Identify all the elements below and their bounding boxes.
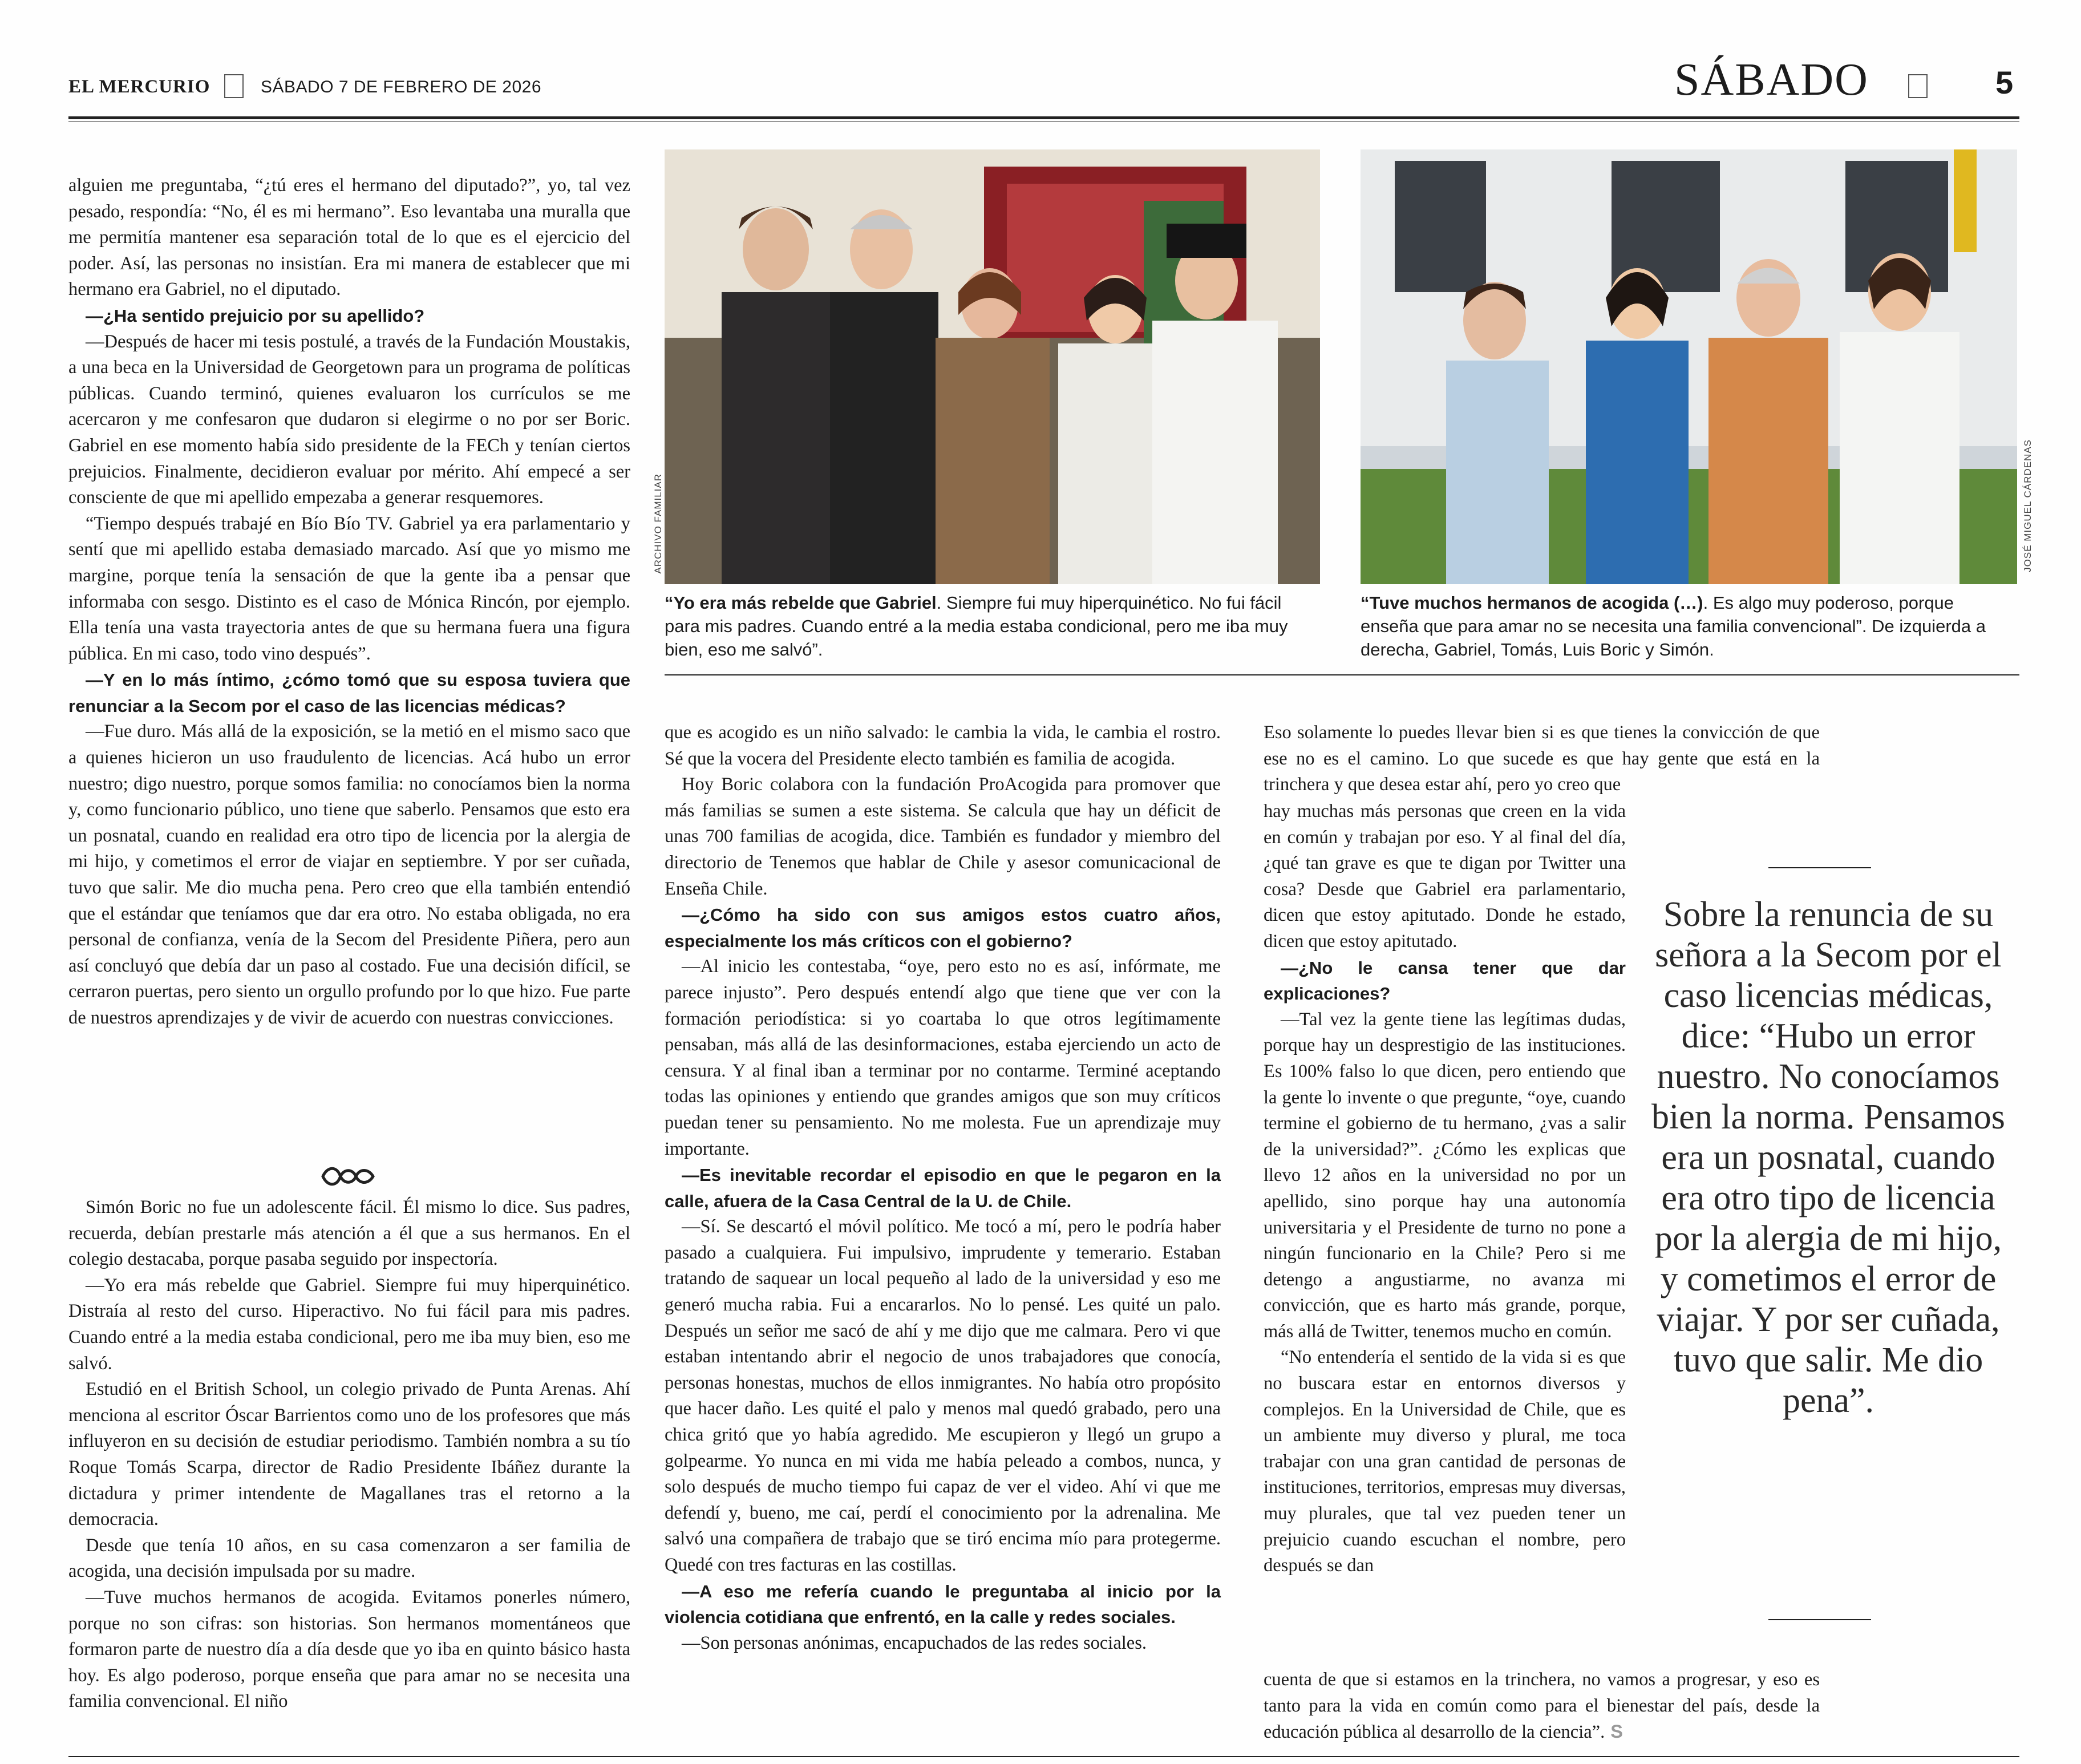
- interview-question: —¿No le cansa tener que dar explicaciones?: [1264, 957, 1626, 1004]
- footer-rule: [68, 1756, 2019, 1757]
- body-paragraph: Eso solamente lo puedes llevar bien si es que tienes la convicción de que ese no es el camino. Lo que sucede es que hay gente que está en la trinchera y que desea estar ahí, pero yo creo que: [1264, 722, 1820, 795]
- body-paragraph: “Tiempo después trabajé en Bío Bío TV. Gabriel ya era parlamentario y sentí que mi apellido estaba demasiado marcado. Así que yo mismo me margine, porque tenía la sensación de que la gente iba a pensar que informaba con sesgo. Distinto es el caso de Mónica Rincón, por ejemplo. Ella tenía una vasta trayectoria antes de que su hermana fuera una figura pública. En mi caso, todo vino después”.: [68, 513, 630, 664]
- article-end-mark: S: [1610, 1721, 1623, 1742]
- caption-lead: “Yo era más rebelde que Gabriel: [665, 593, 937, 613]
- article-column-1-continued: [68, 1195, 630, 1715]
- interview-question: —Y en lo más íntimo, ¿cómo tomó que su esposa tuviera que renunciar a la Secom por el caso de las licencias médicas?: [68, 670, 630, 716]
- body-paragraph: alguien me preguntaba, “¿tú eres el hermano del diputado?”, yo, tal vez pesado, respondía: “No, él es mi hermano”. Eso levantaba una muralla que me permitía mantener esa separación total de lo que es el ejercicio del poder. Así, las personas no insistían. Era mi manera de establecer que mi hermano era Gabriel, no el diputado.: [68, 175, 630, 300]
- body-paragraph: —Después de hacer mi tesis postulé, a través de la Fundación Moustakis, a una beca en la Universidad de Georgetown para un programa de políticas públicas. Cuando terminó, quienes evaluaron los currículos se me acercaron y me confesaron que dudaron si elegirme o no por ser Boric. Gabriel en ese momento había sido presidente de la FECh y tenían ciertos prejuicios. Finalmente, decidieron evaluar por mérito. Ahí empecé a ser consciente de que mi apellido empezaba a generar resquemores.: [68, 331, 630, 508]
- pullquote-rule-bottom: [1768, 1619, 1871, 1620]
- body-paragraph: Desde que tenía 10 años, en su casa comenzaron a ser familia de acogida, una decisión impulsada por su madre.: [68, 1535, 630, 1582]
- interview-question: —¿Cómo ha sido con sus amigos estos cuatro años, especialmente los más críticos con el gobierno?: [665, 905, 1221, 951]
- caption-text: . Siempre fui muy hiperquinético. No fui fácil para mis padres. Cuando entré a la media estaba condicional, pero me iba muy bien, eso me salvó”.: [665, 593, 1288, 660]
- family-photo-outdoor: [1361, 149, 2017, 584]
- body-paragraph: Estudió en el British School, un colegio privado de Punta Arenas. Ahí menciona al escritor Óscar Barrientos como uno de los profesores que más influyeron en su decisión de estudiar periodismo. También nombra a su tío Roque Tomás Scarpa, director de Radio Presidente Ibáñez durante la dictadura y primer intendente de Magallanes tras el retorno a la democracia.: [68, 1379, 630, 1530]
- header-rule: [68, 116, 2019, 119]
- section-name: SÁBADO: [1674, 55, 1869, 105]
- interview-question: —A eso me refería cuando le preguntaba al inicio por la violencia cotidiana que enfrentó, en la calle y redes sociales.: [665, 1581, 1221, 1628]
- header-box-icon: [224, 74, 244, 98]
- caption-text: . Es algo muy poderoso, porque enseña que para amar no se necesita una familia convencional”. De izquierda a derecha, Gabriel, Tomás, Luis Boric y Simón.: [1361, 593, 1986, 660]
- body-paragraph: —Tal vez la gente tiene las legítimas dudas, porque hay un desprestigio de las instituciones. Es 100% falso lo que dicen, pero entiendo que la gente lo invente o que pregunte, “oye, cuando termine el gobierno de tu hermano, ¿vas a salir de la universidad?”. ¿Cómo les explicas que llevo 12 años en la universidad no por un apellido, sino porque hay una autonomía universitaria y el Presidente de turno no pone a ningún funcionario en la Chile? Pero si me detengo a angustiarme, no avanza mi convicción, que es harto más grande, porque, más allá de Twitter, tenemos mucho en común.: [1264, 1009, 1626, 1342]
- pull-quote: Sobre la renuncia de su señora a la Secom por el caso licencias médicas, dice: “Hubo un error nuestro. No conocíamos bien la norma. Pensamos era un posnatal, cuando era otro tipo de licencia por la alergia de mi hijo, y cometimos el error de viajar. Y por ser cuñada, tuvo que salir. Me dio pena”.: [1651, 895, 2005, 1420]
- body-paragraph: —Tuve muchos hermanos de acogida. Evitamos ponerles número, porque no son cifras: son historias. Son hermanos momentáneos que formaron parte de nuestro día a día desde que yo iba en quinto básico hasta hoy. Es algo poderoso, porque enseña que para amar no se necesita una familia convencional. El niño: [68, 1587, 630, 1712]
- body-paragraph: —Son personas anónimas, encapuchados de las redes sociales.: [682, 1632, 1147, 1653]
- section-ornament-icon: [319, 1164, 376, 1189]
- body-paragraph: cuenta de que si estamos en la trinchera, no vamos a progresar, y eso es tanto para la vida en común como para el bienestar del país, desde la educación pública al desarrollo de la ciencia”.: [1264, 1669, 1820, 1743]
- photo-credit: JOSÉ MIGUEL CÁRDENAS: [2022, 439, 2033, 572]
- body-paragraph: —Al inicio les contestaba, “oye, pero esto no es así, infórmate, me parece injusto”. Pero después entendí algo que tiene que ver con la formación periodística: si yo coartaba lo que otros legítimamente pensaban, más allá de las desinformaciones, estaba ejerciendo un acto de censura. Y al final iban a terminar por no contarme. Terminé aceptando todas las opiniones y entiendo que grandes amigos que son muy críticos puedan tener su pensamiento. No me molesta. Fue un aprendizaje muy importante.: [665, 956, 1221, 1159]
- page-number: 5: [1995, 64, 2014, 100]
- interview-question: —¿Ha sentido prejuicio por su apellido?: [86, 305, 425, 326]
- body-paragraph: Hoy Boric colabora con la fundación ProAcogida para promover que más familias se sumen a este sistema. Se calcula que hay un déficit de unas 700 familias de acogida, dice. También es fundador y miembro del directorio de Tenemos que hablar de Chile y asesor comunicacional de Enseña Chile.: [665, 774, 1221, 899]
- caption-lead: “Tuve muchos hermanos de acogida (…): [1361, 593, 1703, 613]
- body-paragraph: que es acogido es un niño salvado: le cambia la vida, le cambia el rostro. Sé que la vocera del Presidente electo también es familia de acogida.: [665, 722, 1221, 769]
- photo-caption: [1361, 591, 2017, 661]
- article-column-1: [68, 173, 630, 1031]
- photo-credit: ARCHIVO FAMILIAR: [653, 474, 663, 574]
- photo-caption-rule: [665, 674, 2019, 675]
- article-column-3: [1264, 720, 1820, 798]
- masthead-logo: EL MERCURIO: [68, 76, 210, 97]
- header-box-icon: [1908, 74, 1928, 98]
- body-paragraph: “No entendería el sentido de la vida si es que no buscara estar en entornos diversos y complejos. En la Universidad de Chile, que es un ambiente muy diverso y plural, me toca trabajar con una gran cantidad de personas de instituciones, territorios, empresas muy diversas, muy plurales, que tal vez pueden tener un prejuicio cuando escuchan el nombre, pero después se dan: [1264, 1347, 1626, 1576]
- family-photo-indoor: [665, 149, 1320, 584]
- interview-question: —Es inevitable recordar el episodio en que le pegaron en la calle, afuera de la Casa Central de la U. de Chile.: [665, 1165, 1221, 1211]
- body-paragraph: —Yo era más rebelde que Gabriel. Siempre fui muy hiperquinético. Distraía al resto del curso. Hiperactivo. No fui fácil para mis padres. Cuando entré a la media estaba condicional, pero me iba muy bien, eso me salvó.: [68, 1275, 630, 1374]
- pullquote-rule-top: [1768, 867, 1871, 868]
- masthead-date: SÁBADO 7 DE FEBRERO DE 2026: [261, 78, 542, 96]
- body-paragraph: —Sí. Se descartó el móvil político. Me tocó a mí, pero le podría haber pasado a cualquiera. Fui impulsivo, imprudente y temerario. Estaban tratando de saquear un local pequeño al lado de la universidad y eso me generó mucha rabia. Fui a encararlos. No lo pensé. Les quité un palo. Después un señor me sacó de ahí y me dijo que me calmara. Pero vi que estaban intentando abrir el negocio de unos trabajadores que conocía, personas honestas, muchos de ellos inmigrantes. No había otro propósito que hacer daño. Les quité el palo y menos mal quedó grabado, pero una chica gritó que yo había agredido. Me escupieron y llegó un grupo a golpearme. Yo nunca en mi vida me había peleado a combos, nunca, y solo después de mucho tiempo fui capaz de ver el video. Ahí vi que me defendí y, bueno, me caí, perdí el conocimiento por la adrenalina. Me salvó una compañera de trabajo que se tiró encima mío para protegerme. Quedé con tres facturas en las costillas.: [665, 1216, 1221, 1575]
- article-column-3-end: [1264, 1667, 1820, 1746]
- article-column-2: [665, 720, 1221, 1656]
- photo-caption: [665, 591, 1321, 661]
- body-paragraph: —Fue duro. Más allá de la exposición, se la metió en el mismo saco que a quienes hicieron un uso fraudulento de licencias. Acá hubo un error nuestro; digo nuestro, porque somos familia: no conocíamos bien la norma y, como funcionario público, uno tiene que saberlo. Pensamos que esto era un posnatal, cuando en realidad era otro tipo de licencia por la alergia de mi hijo, y cometimos el error de viajar en septiembre. Y por ser cuñada, tuvo que salir. Me dio mucha pena. Pero creo que ella también entendió que el estándar que teníamos que dar era otro. No estaba obligada, no era personal de confianza, venía de la Secom del Presidente Piñera, pero aun así concluyó que debía dar un paso al costado. Fue una decisión difícil, se cerraron puertas, pero siento un orgullo profundo por lo que hizo. Fue parte de nuestros aprendizajes y de vivir de acuerdo con nuestras convicciones.: [68, 721, 630, 1028]
- article-column-3-narrow: [1264, 799, 1626, 1579]
- body-paragraph: hay muchas más personas que creen en la vida en común y trabajan por eso. Y al final del día, ¿qué tan grave es que te digan por Twitter una cosa? Desde que Gabriel era parlamentario, dicen que estoy apitutado. Donde he estado, dicen que estoy apitutado.: [1264, 801, 1626, 952]
- body-paragraph: Simón Boric no fue un adolescente fácil. Él mismo lo dice. Sus padres, recuerda, debían prestarle más atención a él que a sus hermanos. En el colegio destacaba, porque pasaba seguido por inspectoría.: [68, 1197, 630, 1270]
